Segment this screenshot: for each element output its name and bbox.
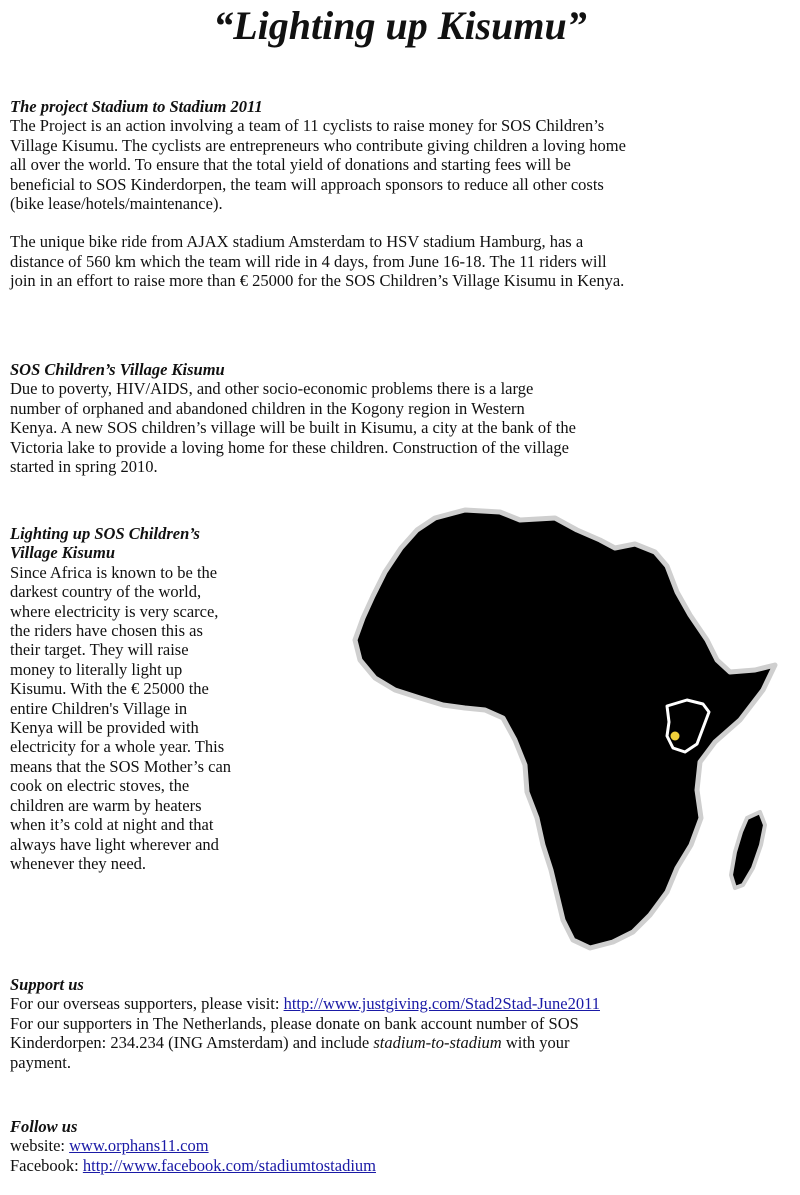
project-paragraph-1: The Project is an action involving a team of 11 cyclists to raise money for SOS Children’s Village Kisumu. The cyclists are entrepreneurs who contribute giving children a loving home all over the world. To ensure that the total yield of donations and starting fees will be beneficial to SOS Kinderdorpen, the team will approach sponsors to reduce all other costs (bike lease/hotels/maintenance). [10,116,626,214]
lighting-heading-line-2: Village Kisumu [10,543,115,563]
village-paragraph: Due to poverty, HIV/AIDS, and other socio-economic problems there is a large number of orphaned and abandoned children in the Kogony region in Western Kenya. A new SOS children’s village will be built in Kisumu, a city at the bank of the Victoria lake to provide a loving home for these children. Construction of the village started in spring 2010. [10,379,576,477]
project-heading: The project Stadium to Stadium 2011 [10,97,263,116]
village-section [10,360,576,476]
project-section [10,97,626,291]
support-heading: Support us [10,975,84,994]
follow-section [10,1117,376,1175]
village-heading: SOS Children’s Village Kisumu [10,360,225,379]
lighting-section [10,524,231,873]
kisumu-marker [671,732,680,741]
lighting-heading-line-1: Lighting up SOS Children’s [10,524,200,543]
website-link[interactable]: www.orphans11.com [69,1136,209,1156]
justgiving-link[interactable]: http://www.justgiving.com/Stad2Stad-June2011 [283,994,600,1014]
lighting-paragraph: Since Africa is known to be the darkest country of the world, where electricity is very scarce, the riders have chosen this as their target. They will raise money to literally light up Kisumu. With the € 25000 the entire Children's Village in Kenya will be provided with electricity for a whole year. This means that the SOS Mother’s can cook on electric stoves, the children are warm by heaters when it’s cold at night and that always have light wherever and whenever they need. [10,562,232,873]
africa-map [315,500,797,960]
follow-heading: Follow us [10,1117,78,1136]
africa-continent-shape [355,510,775,948]
follow-paragraph: website: www.orphans11.com Facebook: http://www.facebook.com/stadiumtostadium [10,1136,376,1175]
madagascar-shape [731,812,765,888]
facebook-link[interactable]: http://www.facebook.com/stadiumtostadium [82,1155,376,1175]
support-section [10,975,600,1072]
page-title: “Lighting up Kisumu” [213,3,587,48]
support-paragraph: For our overseas supporters, please visit: http://www.justgiving.com/Stad2Stad-June2011 For our supporters in The Netherlands, please donate on bank account number of SOS Kinderdorpen: 234.234 (ING Amsterdam) and include stadium-to-stadium with your payment. [10,994,600,1072]
project-paragraph-2: The unique bike ride from AJAX stadium Amsterdam to HSV stadium Hamburg, has a distance of 560 km which the team will ride in 4 days, from June 16-18. The 11 riders will join in an effort to raise more than € 25000 for the SOS Children’s Village Kisumu in Kenya. [10,232,625,291]
